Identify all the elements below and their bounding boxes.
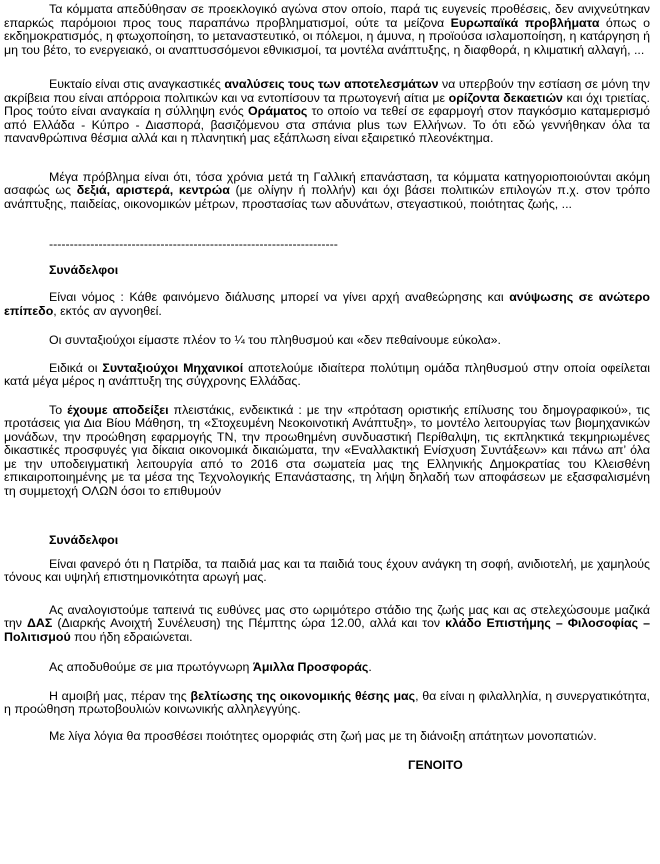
paragraph-left-right-center: Μέγα πρόβλημα είναι ότι, τόσα χρόνια μετά τη Γαλλική επανάσταση, τα κόμματα κατηγοριοποιούνται ακόμη ασαφώς ως δεξιά, αριστερά, κεντρώα (με ολίγην ή πολλήν) και όχι βάσει πολιτικών επιλογών π.χ. στον τρόπο ανάπτυξης, παιδείας, οικονομικών μέτρων, προστασίας των αδυνάτων, στεγαστικού, ποιότητας ζωής, ... bbox=[4, 169, 650, 211]
paragraph-untrodden-paths: Με λίγα λόγια θα προσθέσει ποιότητες ομορφιάς στη ζωή μας με τη διάνοιξη απάτητων μονοπατιών. bbox=[49, 728, 597, 743]
paragraph-results-analysis: Ευκταίο είναι στις αναγκαστικές αναλύσεις τους των αποτελεσμάτων να υπερβούν την εστίαση σε μόνη την ακρίβεια που είναι απόρροια πολιτικών και να εντοπίσουν τα πρωτογενή αίτια με ορίζοντα δεκαετιών και όχι τριετίας. Προς τούτο είναι αναγκαία η σύλληψη ενός Οράματος το οποίο να τεθεί σε εφαρμογή στον παγκόσμιο καταμερισμό από Ελλάδα - Κύπρο - Διασπορά, βασιζόμενου στα σπάνια plus των Ελλήνων. Το ότι εδώ γεννήθηκαν όλα τα πανανθρώπινα θέσμια αλλά και η πλανητική μας εξάπλωση είναι εξαιρετικό πλεονέκτημα. bbox=[4, 77, 650, 145]
paragraph-our-reward: Η αμοιβή μας, πέραν της βελτίωσης της οικονομικής θέσης μας, θα είναι η φιλαλληλία, η συνεργατικότητα, η προώθηση πρωτοβουλιών κοινωνικής αλληλεγγύης. bbox=[4, 688, 650, 716]
closing-word: ΓΕΝΟΙΤΟ bbox=[408, 758, 463, 772]
paragraph-parties-election: Τα κόμματα απεδύθησαν σε προεκλογικό αγώνα στον οποίο, παρά τις ευγενείς προθέσεις, δεν ανιχνεύτηκαν επαρκώς παρόμοιοι προς τους παραπάνω προβληματισμοί, ούτε τα μείζονα Ευρωπαϊκά προβλήματα όπως ο εκδημοκρατισμός, η φτωχοποίηση, το μεταναστευτικό, οι πόλεμοι, η άμυνα, η προϊούσα ισλαμοποίηση, η κατάργηση ή μη του βέτο, το ενεργειακό, οι αναπτυσσόμενοι εθνικισμοί, τα μοντέλα ανάπτυξης, η διαφθορά, η κλιματική αλλαγή, ... bbox=[4, 2, 651, 57]
section-heading-colleagues-1: Συνάδελφοι bbox=[49, 262, 119, 277]
paragraph-pensioners-quarter: Οι συνταξιούχοι είμαστε πλέον το ¼ του πληθυσμού και «δεν πεθαίνουμε εύκολα». bbox=[49, 333, 502, 347]
paragraph-law-of-dissolution: Είναι νόμος : Κάθε φαινόμενο διάλυσης μπορεί να γίνει αρχή αναθεώρησης και ανύψωσης σε ανώτερο επίπεδο, εκτός αν αγνοηθεί. bbox=[4, 290, 650, 318]
section-heading-colleagues-2: Συνάδελφοι bbox=[49, 533, 119, 547]
paragraph-we-have-proven: Το έχουμε αποδείξει πλειστάκις, ενδεικτικά : με την «πρόταση οριστικής επίλυσης του δημογραφικού», τις προτάσεις για Δια Βίου Μάθηση, τη «Στοχευμένη Νεοκοινοτική Ανάπτυξη», το μοντέλο λειτουργίας των βιομηχανικών μονάδων, την προώθηση εφαρμογής ΤΝ, την προωθημένη συνδυαστική Περίθαλψη, τις εκπληκτικά τεκμηριωμένες δικαστικές προσφυγές για δίκαια οικονομικά δικαιώματα, την «Εναλλακτική Ενίσχυση Συντάξεων» και πάνω απ’ όλα με την υποδειγματική λειτουργία από το 2016 στα σωματεία μας της Ελληνικής Δημοκρατίας του Κλεισθένη επικαιροποιημένης με τα μέσα της Τεχνολογικής Επανάστασης, τη λήψη δηλαδή των αποφάσεων με εξασφαλισμένη τη συμμετοχή ΟΛΩΝ όσοι το επιθυμούν bbox=[4, 402, 650, 498]
paragraph-das-assembly: Ας αναλογιστούμε ταπεινά τις ευθύνες μας στο ωριμότερο στάδιο της ζωής μας και ας στελεχώσουμε μαζικά την ΔΑΣ (Διαρκής Ανοιχτή Συνέλευση) της Πέμπτης ώρα 12.00, αλλά και τον κλάδο Επιστήμης – Φιλοσοφίας – Πολιτισμού που ήδη εδραιώνεται. bbox=[4, 602, 650, 644]
paragraph-retired-engineers: Ειδικά οι Συνταξιούχοι Μηχανικοί αποτελούμε ιδιαίτερα πολύτιμη ομάδα πληθυσμού στην οποία οφείλεται κατά μέγα μέρος η ανάπτυξη της σύγχρονης Ελλάδας. bbox=[4, 360, 651, 388]
dashed-separator: ---------------------------------------------------------------------- bbox=[49, 238, 338, 251]
paragraph-homeland-children: Είναι φανερό ότι η Πατρίδα, τα παιδιά μας και τα παιδιά τους έχουν ανάγκη τη σοφή, ανιδιοτελή, με χαμηλούς τόνους και υψηλή επιστημονικότητα αρωγή μας. bbox=[4, 556, 650, 584]
paragraph-contest-of-offering: Ας αποδυθούμε σε μια πρωτόγνωρη Άμιλλα Προσφοράς. bbox=[49, 660, 372, 674]
